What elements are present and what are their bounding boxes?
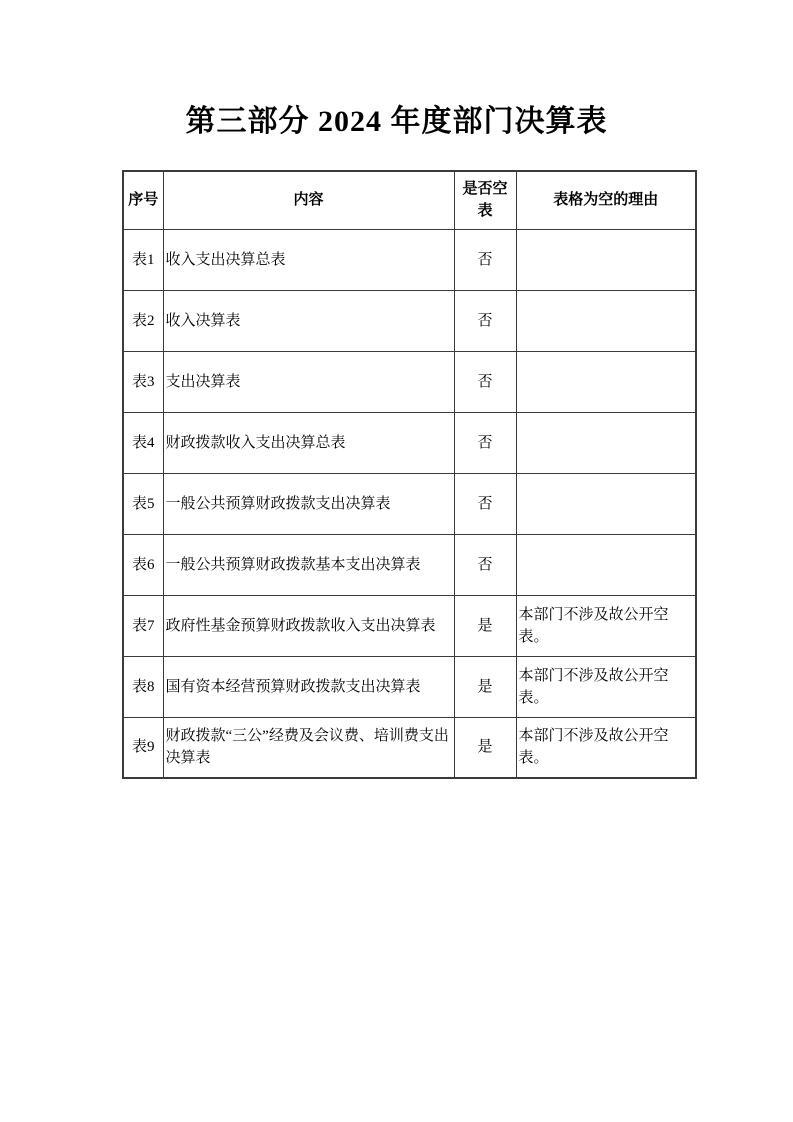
- cell-reason: [516, 412, 696, 473]
- table-header-row: [123, 171, 696, 229]
- cell-serial: 表3: [123, 351, 163, 412]
- cell-serial: 表1: [123, 229, 163, 290]
- table-row: [123, 595, 696, 656]
- cell-reason: [516, 473, 696, 534]
- cell-empty-flag: 是: [454, 595, 516, 656]
- cell-reason: 本部门不涉及故公开空表。: [516, 656, 696, 717]
- cell-content: 一般公共预算财政拨款基本支出决算表: [163, 534, 454, 595]
- cell-empty-flag: 否: [454, 351, 516, 412]
- cell-reason: [516, 290, 696, 351]
- cell-content: 收入支出决算总表: [163, 229, 454, 290]
- cell-content: 一般公共预算财政拨款支出决算表: [163, 473, 454, 534]
- cell-reason: 本部门不涉及故公开空表。: [516, 595, 696, 656]
- table-row: [123, 351, 696, 412]
- column-header-serial: 序号: [123, 171, 163, 229]
- cell-content: 支出决算表: [163, 351, 454, 412]
- cell-content: 国有资本经营预算财政拨款支出决算表: [163, 656, 454, 717]
- cell-serial: 表5: [123, 473, 163, 534]
- cell-reason: 本部门不涉及故公开空表。: [516, 717, 696, 778]
- table-row: [123, 412, 696, 473]
- cell-serial: 表7: [123, 595, 163, 656]
- cell-content: 收入决算表: [163, 290, 454, 351]
- summary-table: [122, 170, 697, 779]
- cell-serial: 表8: [123, 656, 163, 717]
- cell-empty-flag: 是: [454, 656, 516, 717]
- cell-serial: 表9: [123, 717, 163, 778]
- cell-empty-flag: 否: [454, 412, 516, 473]
- table-row: [123, 656, 696, 717]
- column-header-content: 内容: [163, 171, 454, 229]
- page-title: 第三部分 2024 年度部门决算表: [185, 105, 608, 138]
- cell-empty-flag: 是: [454, 717, 516, 778]
- column-header-empty-flag: 是否空表: [454, 171, 516, 229]
- cell-reason: [516, 534, 696, 595]
- table-row: [123, 229, 696, 290]
- table-row: [123, 290, 696, 351]
- cell-serial: 表6: [123, 534, 163, 595]
- table-row: [123, 717, 696, 778]
- cell-reason: [516, 229, 696, 290]
- cell-reason: [516, 351, 696, 412]
- column-header-reason: 表格为空的理由: [516, 171, 696, 229]
- cell-serial: 表2: [123, 290, 163, 351]
- cell-serial: 表4: [123, 412, 163, 473]
- cell-empty-flag: 否: [454, 290, 516, 351]
- cell-content: 政府性基金预算财政拨款收入支出决算表: [163, 595, 454, 656]
- table-row: [123, 473, 696, 534]
- cell-content: 财政拨款“三公”经费及会议费、培训费支出决算表: [163, 717, 454, 778]
- cell-content: 财政拨款收入支出决算总表: [163, 412, 454, 473]
- cell-empty-flag: 否: [454, 473, 516, 534]
- table-row: [123, 534, 696, 595]
- cell-empty-flag: 否: [454, 534, 516, 595]
- cell-empty-flag: 否: [454, 229, 516, 290]
